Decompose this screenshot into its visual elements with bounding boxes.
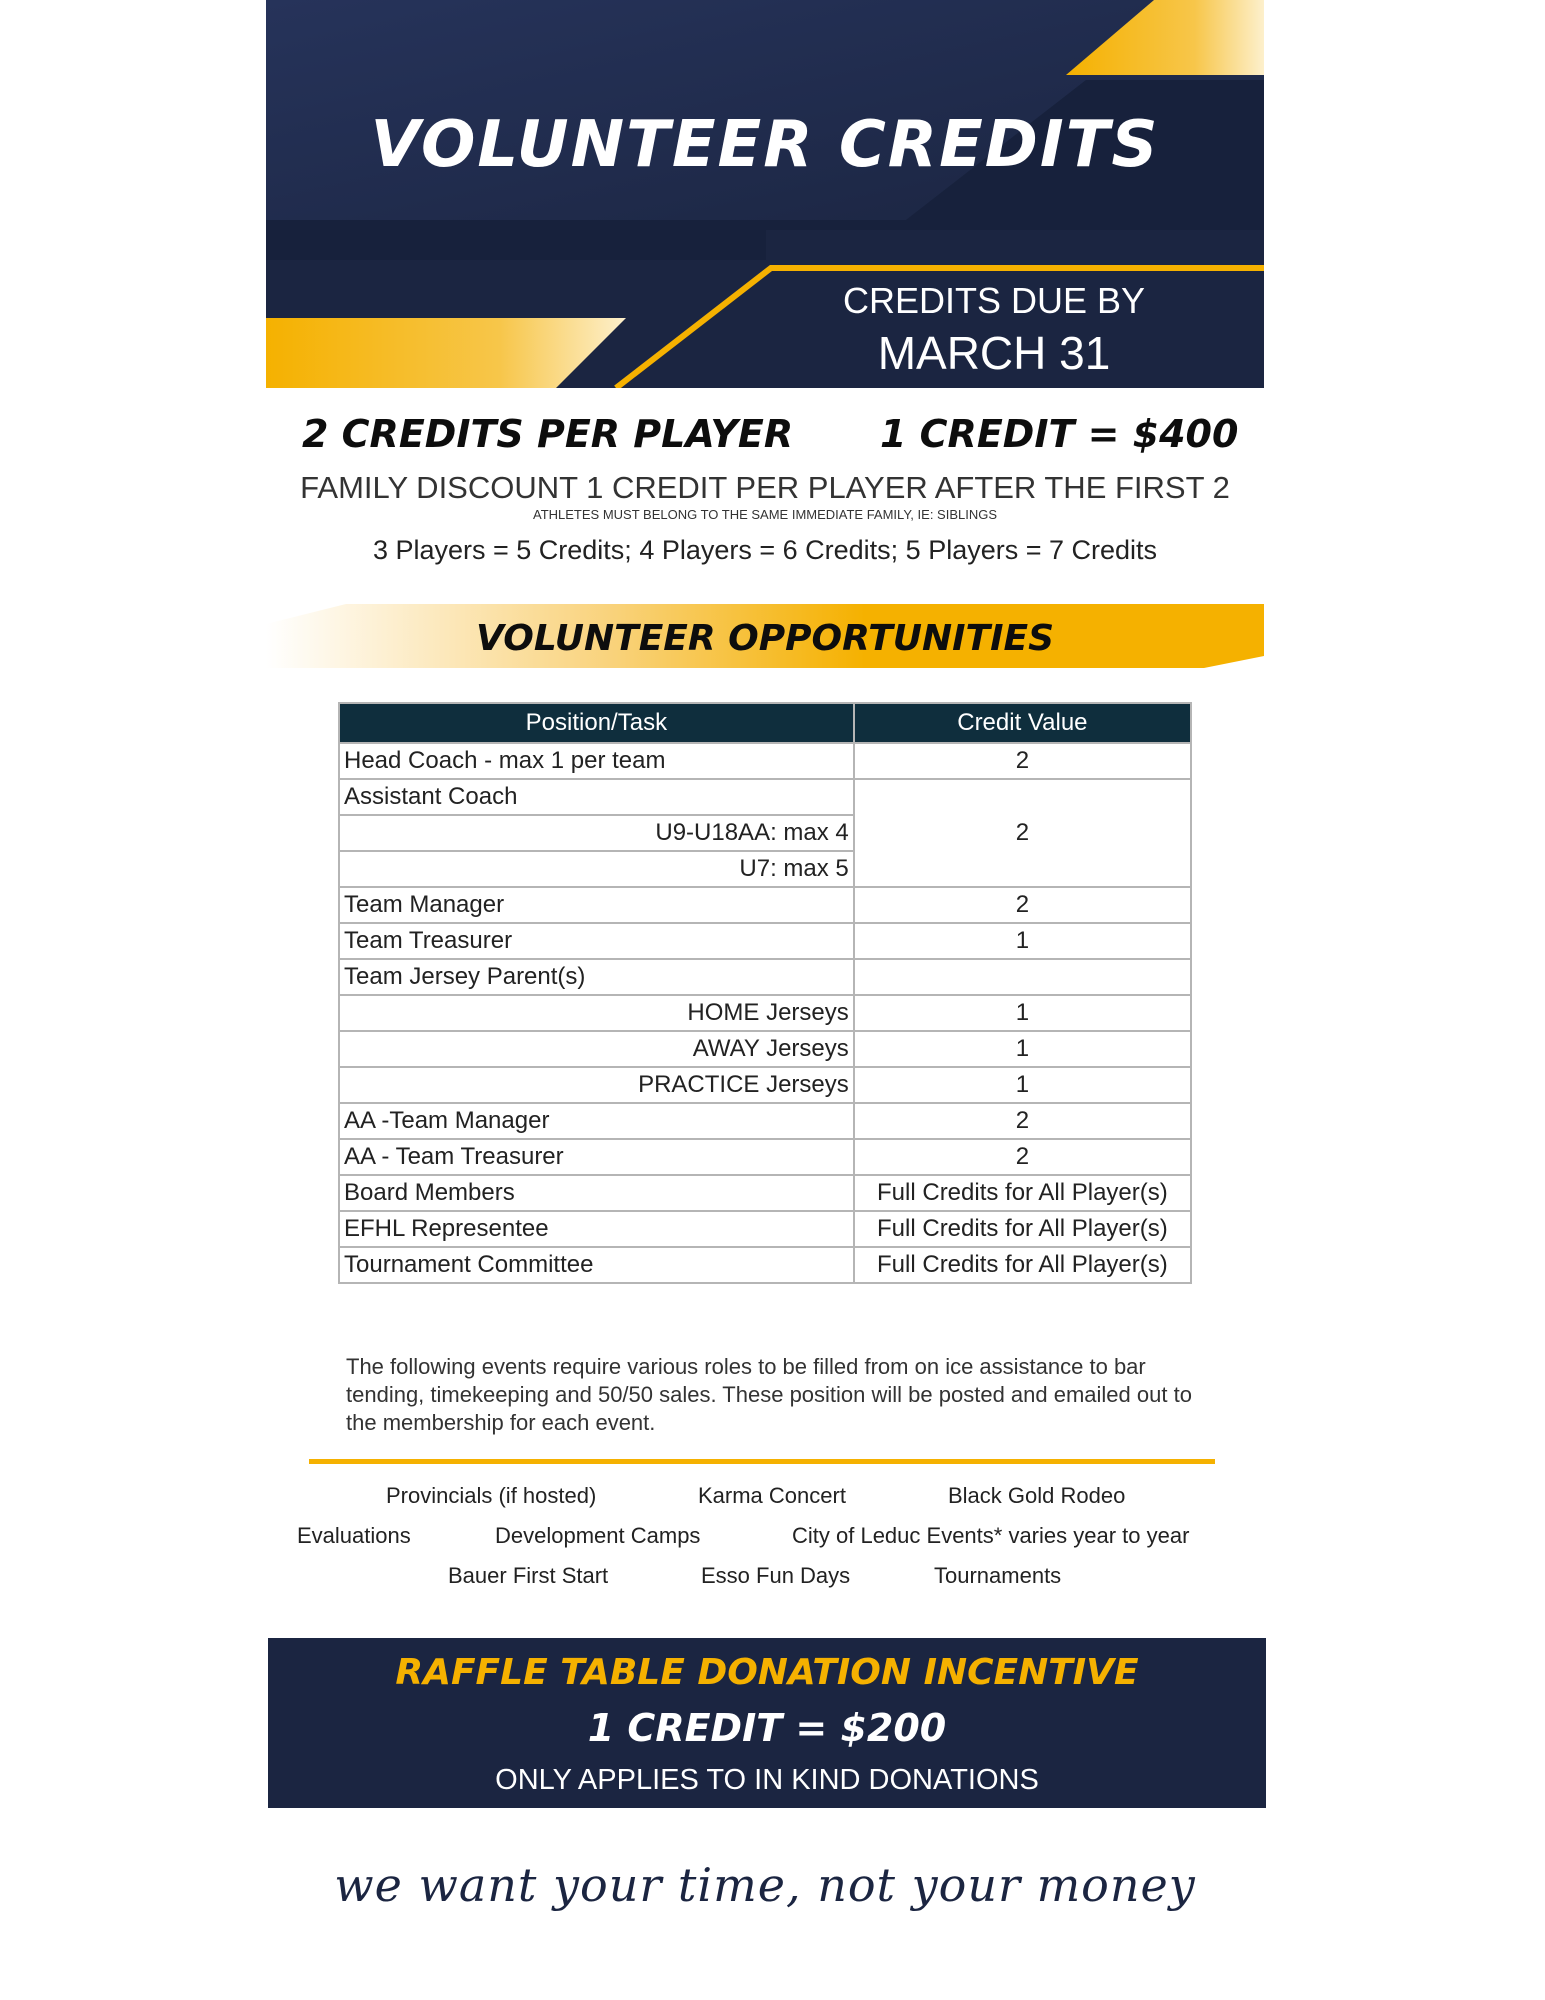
table-row [339, 1031, 1191, 1067]
table-row [339, 1211, 1191, 1247]
task-cell: EFHL Representee [339, 1211, 854, 1247]
task-cell: AWAY Jerseys [339, 1031, 854, 1067]
event-item: Provincials (if hosted) [386, 1483, 597, 1508]
credit-cell: 2 [854, 1139, 1191, 1175]
task-cell: Tournament Committee [339, 1247, 854, 1283]
players-credits: 3 Players = 5 Credits; 4 Players = 6 Credits; 5 Players = 7 Credits [372, 535, 1158, 565]
table-row [339, 995, 1191, 1031]
table-header-row [339, 703, 1191, 743]
raffle-credit: 1 CREDIT = $200 [587, 1706, 947, 1750]
slogan: we want your time, not your money [334, 1858, 1196, 1912]
credit-cell: 1 [854, 1031, 1191, 1067]
gold-divider [309, 1459, 1215, 1464]
task-cell: PRACTICE Jerseys [339, 1067, 854, 1103]
credit-cell: 1 [854, 923, 1191, 959]
raffle-box [268, 1638, 1266, 1808]
table-row [339, 779, 1191, 815]
credit-cell: 1 [854, 1067, 1191, 1103]
column-header-credit: Credit Value [854, 703, 1191, 743]
table-row [339, 923, 1191, 959]
task-cell: U7: max 5 [339, 851, 854, 887]
table-row [339, 1067, 1191, 1103]
task-cell: Team Jersey Parent(s) [339, 959, 854, 995]
event-item: Karma Concert [698, 1483, 846, 1508]
table-row [339, 1247, 1191, 1283]
credit-cell: Full Credits for All Player(s) [854, 1175, 1191, 1211]
credit-cell: Full Credits for All Player(s) [854, 1247, 1191, 1283]
event-item: Tournaments [934, 1563, 1062, 1588]
event-item: Development Camps [495, 1523, 701, 1548]
raffle-note: ONLY APPLIES TO IN KIND DONATIONS [495, 1764, 1039, 1796]
credit-cell: 2 [854, 743, 1191, 779]
task-cell: Head Coach - max 1 per team [339, 743, 854, 779]
raffle-title: RAFFLE TABLE DONATION INCENTIVE [395, 1652, 1139, 1693]
due-label: CREDITS DUE BY [842, 280, 1146, 321]
credit-cell: Full Credits for All Player(s) [854, 1211, 1191, 1247]
opportunities-title: VOLUNTEER OPPORTUNITIES [475, 618, 1055, 659]
table-row [339, 959, 1191, 995]
event-item: Evaluations [297, 1523, 411, 1548]
table-row [339, 1103, 1191, 1139]
table-row [339, 1175, 1191, 1211]
credit-cell [854, 959, 1191, 995]
credit-cell: 2 [854, 887, 1191, 923]
gold-corner-bottom [266, 318, 626, 388]
task-cell: Team Treasurer [339, 923, 854, 959]
task-cell: HOME Jerseys [339, 995, 854, 1031]
task-cell: Assistant Coach [339, 779, 854, 815]
task-cell: AA - Team Treasurer [339, 1139, 854, 1175]
task-cell: Board Members [339, 1175, 854, 1211]
task-cell: Team Manager [339, 887, 854, 923]
family-note: ATHLETES MUST BELONG TO THE SAME IMMEDIATE FAMILY, IE: SIBLINGS [532, 507, 998, 522]
table-row [339, 1139, 1191, 1175]
credit-cell: 2 [854, 1103, 1191, 1139]
event-item: Esso Fun Days [701, 1563, 851, 1588]
table-row [339, 887, 1191, 923]
task-cell: AA -Team Manager [339, 1103, 854, 1139]
event-item: City of Leduc Events* varies year to year [792, 1523, 1190, 1548]
due-date: MARCH 31 [877, 327, 1111, 379]
event-item: Bauer First Start [448, 1563, 609, 1588]
events-description: The following events require various roles to be filled from on ice assistance to bar tending, timekeeping and 50/50 sales. These position will be posted and emailed out to the membership for each event. [346, 1354, 1192, 1435]
page-title: VOLUNTEER CREDITS [370, 108, 1160, 182]
credits-table [338, 702, 1192, 1284]
opportunities-banner [266, 604, 1264, 668]
credits-per-player: 2 CREDITS PER PLAYER [302, 412, 794, 456]
task-cell: U9-U18AA: max 4 [339, 815, 854, 851]
column-header-task: Position/Task [339, 703, 854, 743]
credit-value: 1 CREDIT = $400 [880, 412, 1239, 456]
event-item: Black Gold Rodeo [948, 1483, 1126, 1508]
credit-cell: 1 [854, 995, 1191, 1031]
family-discount: FAMILY DISCOUNT 1 CREDIT PER PLAYER AFTER THE FIRST 2 [300, 470, 1230, 505]
table-row [339, 743, 1191, 779]
credit-cell: 2 [854, 779, 1191, 887]
header-banner [266, 0, 1264, 388]
